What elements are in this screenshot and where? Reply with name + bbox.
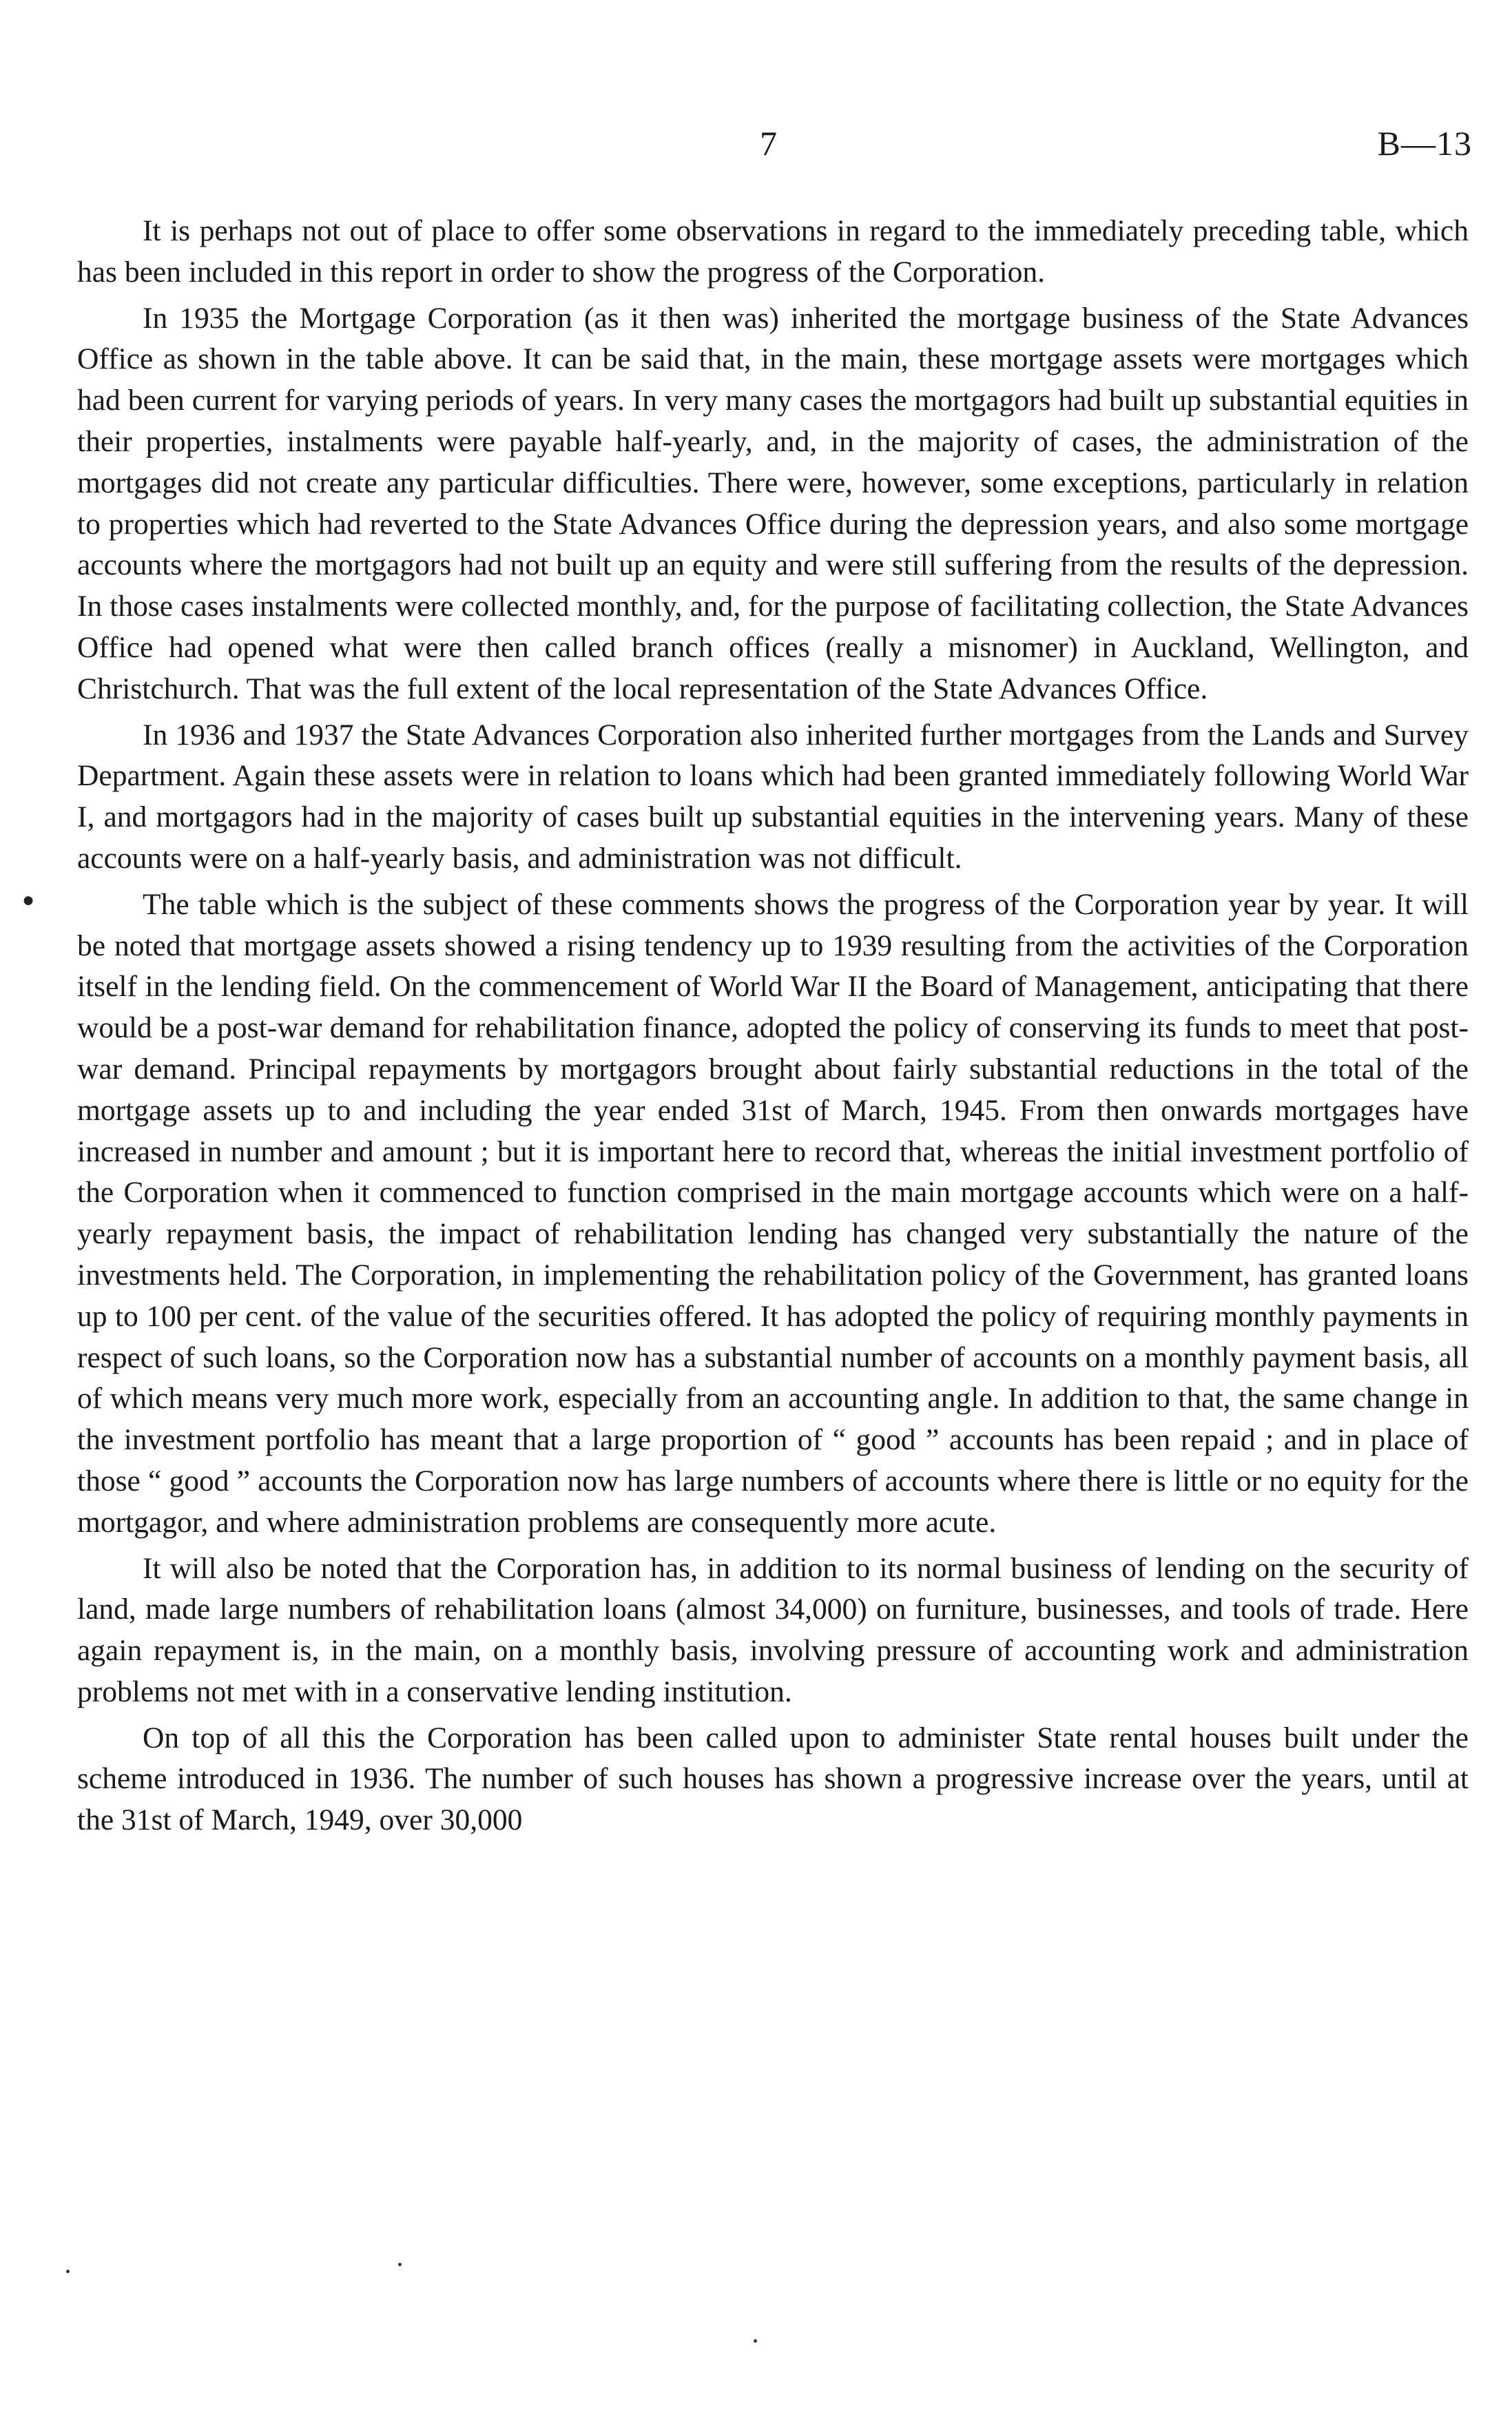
body-text	[77, 211, 1469, 1846]
paragraph-state-rental-houses: On top of all this the Corporation has been called upon to administer State rental houses built under the scheme introduced in 1936. The number of such houses has shown a progressive increase over the years, until at the 31st of March, 1949, over 30,000	[77, 1721, 1469, 1837]
paragraph-progress: The table which is the subject of these comments shows the progress of the Corporation year by year. It will be noted that mortgage assets showed a rising tendency up to 1939 resulting from the activities of the Corporation itself in the lending field. On the commencement of World War II the Board of Management, anticipating that there would be a post-war demand for rehabilitation finance, adopted the policy of conserving its funds to meet that post-war demand. Principal repayments by mortgagors brought about fairly substantial reductions in the total of the mortgage assets up to and including the year ended 31st of March, 1945. From then onwards mortgages have increased in number and amount ; but it is important here to record that, whereas the initial investment portfolio of the Corporation when it commenced to function comprised in the main mortgage accounts which were on a half-yearly repayment basis, the impact of rehabilitation lending has changed very substantially the nature of the investments held. The Corporation, in implementing the rehabilitation policy of the Government, has granted loans up to 100 per cent. of the value of the securities offered. It has adopted the policy of requiring monthly payments in respect of such loans, so the Corporation now has a substantial number of accounts on a monthly payment basis, all of which means very much more work, especially from an accounting angle. In addition to that, the same change in the investment portfolio has meant that a large proportion of “ good ” accounts has been repaid ; and in place of those “ good ” accounts the Corporation now has large numbers of accounts where there is little or no equity for the mortgagor, and where administration problems are consequently more acute.	[77, 887, 1469, 1539]
margin-dot: ●	[22, 889, 35, 911]
paragraph-1935-inheritance: In 1935 the Mortgage Corporation (as it then was) inherited the mortgage business of the State Advances Office as shown in the table above. It can be said that, in the main, these mortgage assets were mortgages which had been current for varying periods of years. In very many cases the mortgagors had built up substantial equities in their properties, instalments were payable half-yearly, and, in the majority of cases, the administration of the mortgages did not create any particular difficulties. There were, however, some exceptions, particularly in relation to properties which had reverted to the State Advances Office during the depression years, and also some mortgage accounts where the mortgagors had not built up an equity and were still suffering from the results of the depression. In those cases instalments were collected monthly, and, for the purpose of facilitating collection, the State Advances Office had opened what were then called branch offices (really a misnomer) in Auckland, Wellington, and Christchurch. That was the full extent of the local representation of the State Advances Office.	[77, 301, 1469, 705]
scan-speck	[754, 2339, 757, 2343]
scan-speck	[398, 2263, 402, 2266]
paragraph-rehabilitation-loans: It will also be noted that the Corporation has, in addition to its normal business of lending on the security of land, made large numbers of rehabilitation loans (almost 34,000) on furniture, businesses, and tools of trade. Here again repayment is, in the main, on a monthly basis, involving pressure of accounting work and administration problems not met with in a conservative lending institution.	[77, 1551, 1469, 1708]
page-header	[0, 123, 1512, 164]
page-number: 7	[760, 124, 777, 163]
scan-speck	[66, 2270, 70, 2273]
paragraph-1936-1937: In 1936 and 1937 the State Advances Corporation also inherited further mortgages from the Lands and Survey Department. Again these assets were in relation to loans which had been granted immediately following World War I, and mortgagors had in the majority of cases built up substantial equities in the intervening years. Many of these accounts were on a half-yearly basis, and administration was not difficult.	[77, 718, 1469, 875]
document-reference: B—13	[1377, 124, 1472, 163]
paragraph-observations: It is perhaps not out of place to offer some observations in regard to the immediately preceding table, which has been included in this report in order to show the progress of the Corporation.	[77, 214, 1469, 289]
